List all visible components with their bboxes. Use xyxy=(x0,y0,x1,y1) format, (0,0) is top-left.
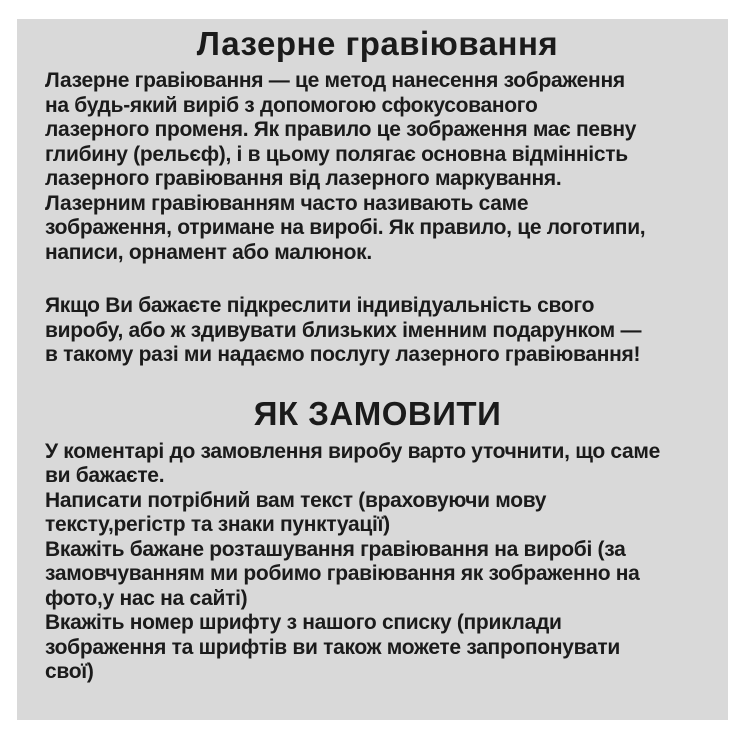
text-line: на будь-який виріб з допомогою сфокусованого xyxy=(45,93,538,117)
page-title: Лазерне гравіювання xyxy=(196,25,559,62)
text-line: Вкажіть бажане розташування гравіювання на виробі (за xyxy=(45,537,626,561)
text-line: написи, орнамент або малюнок. xyxy=(45,240,372,264)
info-card-panel xyxy=(17,19,728,720)
text-line: глибину (рельєф), і в цьому полягає основна відмінність xyxy=(45,142,628,166)
text-line: замовчуванням ми робимо гравіювання як зображенно на xyxy=(45,562,640,585)
text-line: виробу, або ж здивувати близьких іменним подарунком — xyxy=(45,318,642,342)
text-line: Лазерним гравіюванням часто називають саме xyxy=(45,191,529,215)
text-line: Вкажіть номер шрифту з нашого списку (приклади xyxy=(45,611,562,634)
text-line: зображення, отримане на виробі. Як правило, це логотипи, xyxy=(45,216,646,239)
text-line: ви бажаєте. xyxy=(45,464,165,487)
text-line: У коментарі до замовлення виробу варто уточнити, що саме xyxy=(45,439,661,463)
text-line: лазерного гравіювання від лазерного маркування. xyxy=(45,167,562,190)
section-title-how-to-order: ЯК ЗАМОВИТИ xyxy=(253,394,502,432)
text-line: Лазерне гравіювання — це метод нанесення зображення xyxy=(45,69,625,92)
offer-paragraph xyxy=(45,294,710,368)
text-line: в такому разі ми надаємо послугу лазерного гравіювання! xyxy=(45,343,641,366)
intro-paragraph xyxy=(45,69,710,265)
text-line: Написати потрібний вам текст (враховуючи мову xyxy=(45,488,547,512)
text-line: Якщо Ви бажаєте підкреслити індивідуальність свого xyxy=(45,294,595,317)
text-line: зображення та шрифтів ви також можете запропонувати xyxy=(45,635,620,659)
text-line: лазерного променя. Як правило це зображення має певну xyxy=(45,118,637,141)
text-line: фото,у нас на сайті) xyxy=(45,586,248,610)
text-line: тексту,регістр та знаки пунктуації) xyxy=(45,513,390,536)
text-line: свої) xyxy=(45,660,94,683)
how-to-order-paragraph xyxy=(45,440,710,685)
